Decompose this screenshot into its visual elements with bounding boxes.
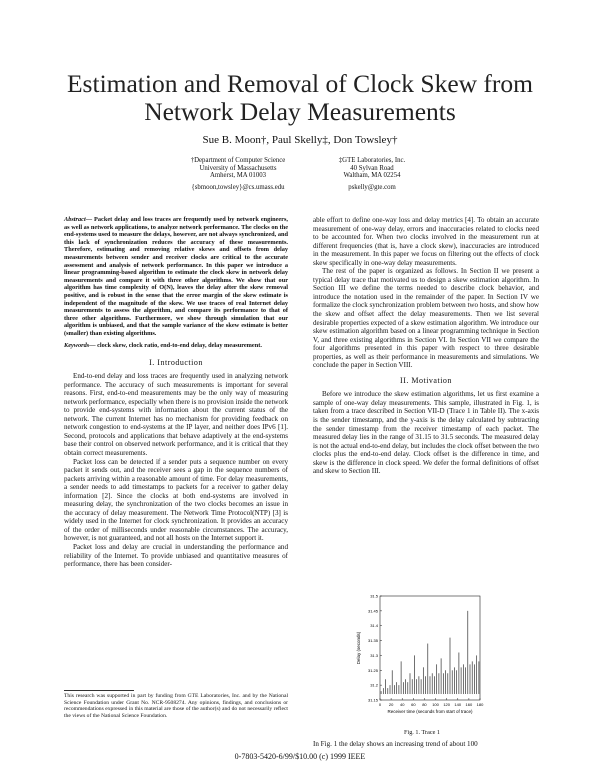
affiliation-left bbox=[178, 157, 298, 191]
section-heading-motivation: II. Motivation bbox=[400, 375, 452, 385]
right-column bbox=[313, 216, 539, 476]
paper-title bbox=[0, 70, 600, 126]
paragraph: Packet loss and delay are crucial in understanding the performance and reliability of the Internet. To provide unbiased and quantitative measures of performance, there has been consider- bbox=[64, 543, 288, 569]
title-line-1: Estimation and Removal of Clock Skew from bbox=[66, 69, 533, 98]
paragraph: End-to-end delay and loss traces are frequently used in analyzing network performance. The accuracy of such measurements is important for several reasons. First, end-to-end measurements may be the only way of measuring network performance, especially when there is no provision inside the network to provide end-systems with information about the current status of the network. The current Internet has no mechanism for providing feedback on network congestion to end-systems at the IP layer, and neither does IPv6 [1]. Second, protocols and applications that behave adaptively at the end-systems base their control on observed network performance, and it is critical that they obtain correct measurements. bbox=[64, 372, 288, 458]
y-tick-label: 31.35 bbox=[367, 638, 378, 644]
footnote-rule bbox=[64, 690, 134, 691]
affil-right-line: Waltham, MA 02254 bbox=[343, 172, 401, 180]
x-tick-label: 0 bbox=[378, 702, 382, 707]
paragraph: Before we introduce the skew estimation algorithms, let us first examine a sample of one-way delay measurements. This sample, illustrated in Fig. 1, is taken from a trace described in Section VII-D (Trace 1 in Table II). The x-axis is the sender timestamp, and the y-axis is the delay calculated by subtracting the sender timestamp from the receiver timestamp of each packet. The measured delay lies in the range of 31.15 to 31.5 seconds. The measured delay is not the actual end-to-end delay, but includes the clock offset between the two clocks plus the end-to-end delay. Clock offset is the difference in time, and skew is the difference in clock speed. We defer the formal definitions of offset and skew to Section III. bbox=[313, 390, 539, 476]
figure-caption: Fig. 1. Trace 1 bbox=[404, 729, 440, 736]
affil-left-line: Amherst, MA 01003 bbox=[209, 172, 267, 180]
x-tick-label: 120 bbox=[443, 702, 451, 707]
x-tick-label: 40 bbox=[399, 702, 405, 707]
y-axis-label: Delay (seconds) bbox=[356, 631, 361, 665]
title-line-2: Network Delay Measurements bbox=[144, 97, 456, 126]
y-tick-label: 31.4 bbox=[370, 623, 378, 629]
x-tick-label: 20 bbox=[388, 702, 394, 707]
x-axis-label: Receiver time (seconds from start of trace) bbox=[387, 709, 473, 714]
x-tick-label: 100 bbox=[432, 702, 439, 707]
keywords bbox=[64, 342, 288, 350]
abstract-label: Abstract bbox=[64, 216, 86, 223]
affil-left-line: University of Massachusetts bbox=[199, 164, 277, 172]
affil-right-line: pskelly@gte.com bbox=[348, 183, 396, 191]
x-tick-label: 80 bbox=[422, 702, 427, 707]
keywords-text: — clock skew, clock ratio, end-to-end delay, delay measurement. bbox=[89, 341, 262, 349]
figure-1 bbox=[352, 588, 492, 728]
section-heading-introduction: I. Introduction bbox=[149, 358, 203, 368]
affil-right-line: ‡GTE Laboratories, Inc. bbox=[338, 157, 406, 164]
right-column-last-line: In Fig. 1 the delay shows an increasing trend of about 100 bbox=[313, 740, 478, 748]
footnote: This research was supported in part by funding from GTE Laboratories, Inc. and by the National Science Foundation under Grant No. NCR-9508274. Any opinions, findings, and conclusions or recommendations expressed in this material are those of the author(s) and do not necessarily reflect the views of the National Science Foundation. bbox=[64, 693, 288, 719]
x-tick-label: 60 bbox=[411, 702, 416, 707]
affiliation-right bbox=[322, 157, 422, 191]
affil-left-line: †Department of Computer Science bbox=[190, 157, 286, 164]
y-tick-label: 31.3 bbox=[370, 652, 378, 658]
x-tick-label: 160 bbox=[465, 702, 473, 707]
y-tick-label: 31.5 bbox=[370, 593, 378, 599]
page-footer: 0-7803-5420-6/99/$10.00 (c) 1999 IEEE bbox=[234, 752, 366, 761]
paragraph: able effort to define one-way loss and delay metrics [4]. To obtain an accurate measurement of one-way delay, errors and inaccuracies related to clocks need to be accounted for. When two clocks involved in the measurement run at different frequencies (that is, have a clock skew), inaccuracies are introduced in the measurement. In this paper we focus on filtering out the effects of clock skew specifically in one-way delay measurements. bbox=[313, 216, 539, 267]
authors: Sue B. Moon†, Paul Skelly‡, Don Towsley† bbox=[202, 134, 398, 146]
y-tick-label: 31.15 bbox=[367, 697, 378, 703]
y-tick-label: 31.2 bbox=[370, 682, 378, 688]
intro-text bbox=[64, 372, 288, 569]
trace-1-chart bbox=[352, 588, 492, 728]
paragraph: Packet loss can be detected if a sender puts a sequence number on every packet it sends out, and the receiver sees a gap in the sequence numbers of packets arriving within a reasonable amount of time. For delay measurements, a sender needs to add timestamps to packets for a receiver to gather delay information [2]. Since the clocks at both end-systems are involved in measuring delay, the synchronization of the two clocks becomes an issue in the accuracy of delay measurement. The Network Time Protocol(NTP) [3] is widely used in the Internet for clock synchronization. It provides an accuracy of the order of milliseconds under reasonable circumstances. The accuracy, however, is not guaranteed, and not all hosts on the Internet support it. bbox=[64, 457, 288, 543]
x-tick-label: 180 bbox=[476, 702, 484, 707]
affil-right-line: 40 Sylvan Road bbox=[350, 164, 394, 172]
paragraph: The rest of the paper is organized as follows. In Section II we present a typical delay trace that motivated us to design a skew estimation algorithm. In Section III we define the terms needed to describe clock behavior, and introduce the notation used in the remainder of the paper. In Section IV we formalize the clock synchronization problem between two hosts, and show how the skew and offset affect the delay measurements. Then we list several desirable properties expected of a skew estimation algorithm. We introduce our skew estimation algorithm based on a linear programming technique in Section V, and three existing algorithms in Section VI. In Section VII we compare the four algorithms presented in this paper with respect to three desirable properties, as well as their performance in measurements and simulations. We conclude the paper in Section VIII. bbox=[313, 267, 539, 370]
y-tick-label: 31.25 bbox=[367, 667, 378, 673]
left-column bbox=[64, 216, 288, 569]
abstract-text: — Packet delay and loss traces are frequently used by network engineers, as well as network applications, to analyze network performance. The clocks on the end-systems used to measure the delays, however, are not always synchronized, and this lack of synchronization reduces the accuracy of these measurements. Therefore, estimating and removing relative skews and offsets from delay measurements between sender and receiver clocks are critical to the accurate assessment and analysis of network performance. In this paper we introduce a linear programming-based algorithm to estimate the clock skew in network delay measurements and compare it with three other algorithms. We show that our algorithm has time complexity of O(N), leaves the delay after the skew removal positive, and is robust in the sense that the error margin of the skew estimate is independent of the magnitude of the skew. We use traces of real Internet delay measurements to assess the algorithm, and compare its performance to that of three other algorithms. Furthermore, we show through simulation that our algorithm is unbiased, and that the sample variance of the skew estimate is better (smaller) than existing algorithms. bbox=[64, 216, 288, 337]
y-tick-label: 31.45 bbox=[367, 608, 378, 614]
x-tick-label: 140 bbox=[454, 702, 462, 707]
keywords-label: Keywords bbox=[64, 341, 90, 349]
affil-left-line: {sbmoon,towsley}@cs.umass.edu bbox=[191, 183, 285, 191]
abstract bbox=[64, 216, 288, 338]
